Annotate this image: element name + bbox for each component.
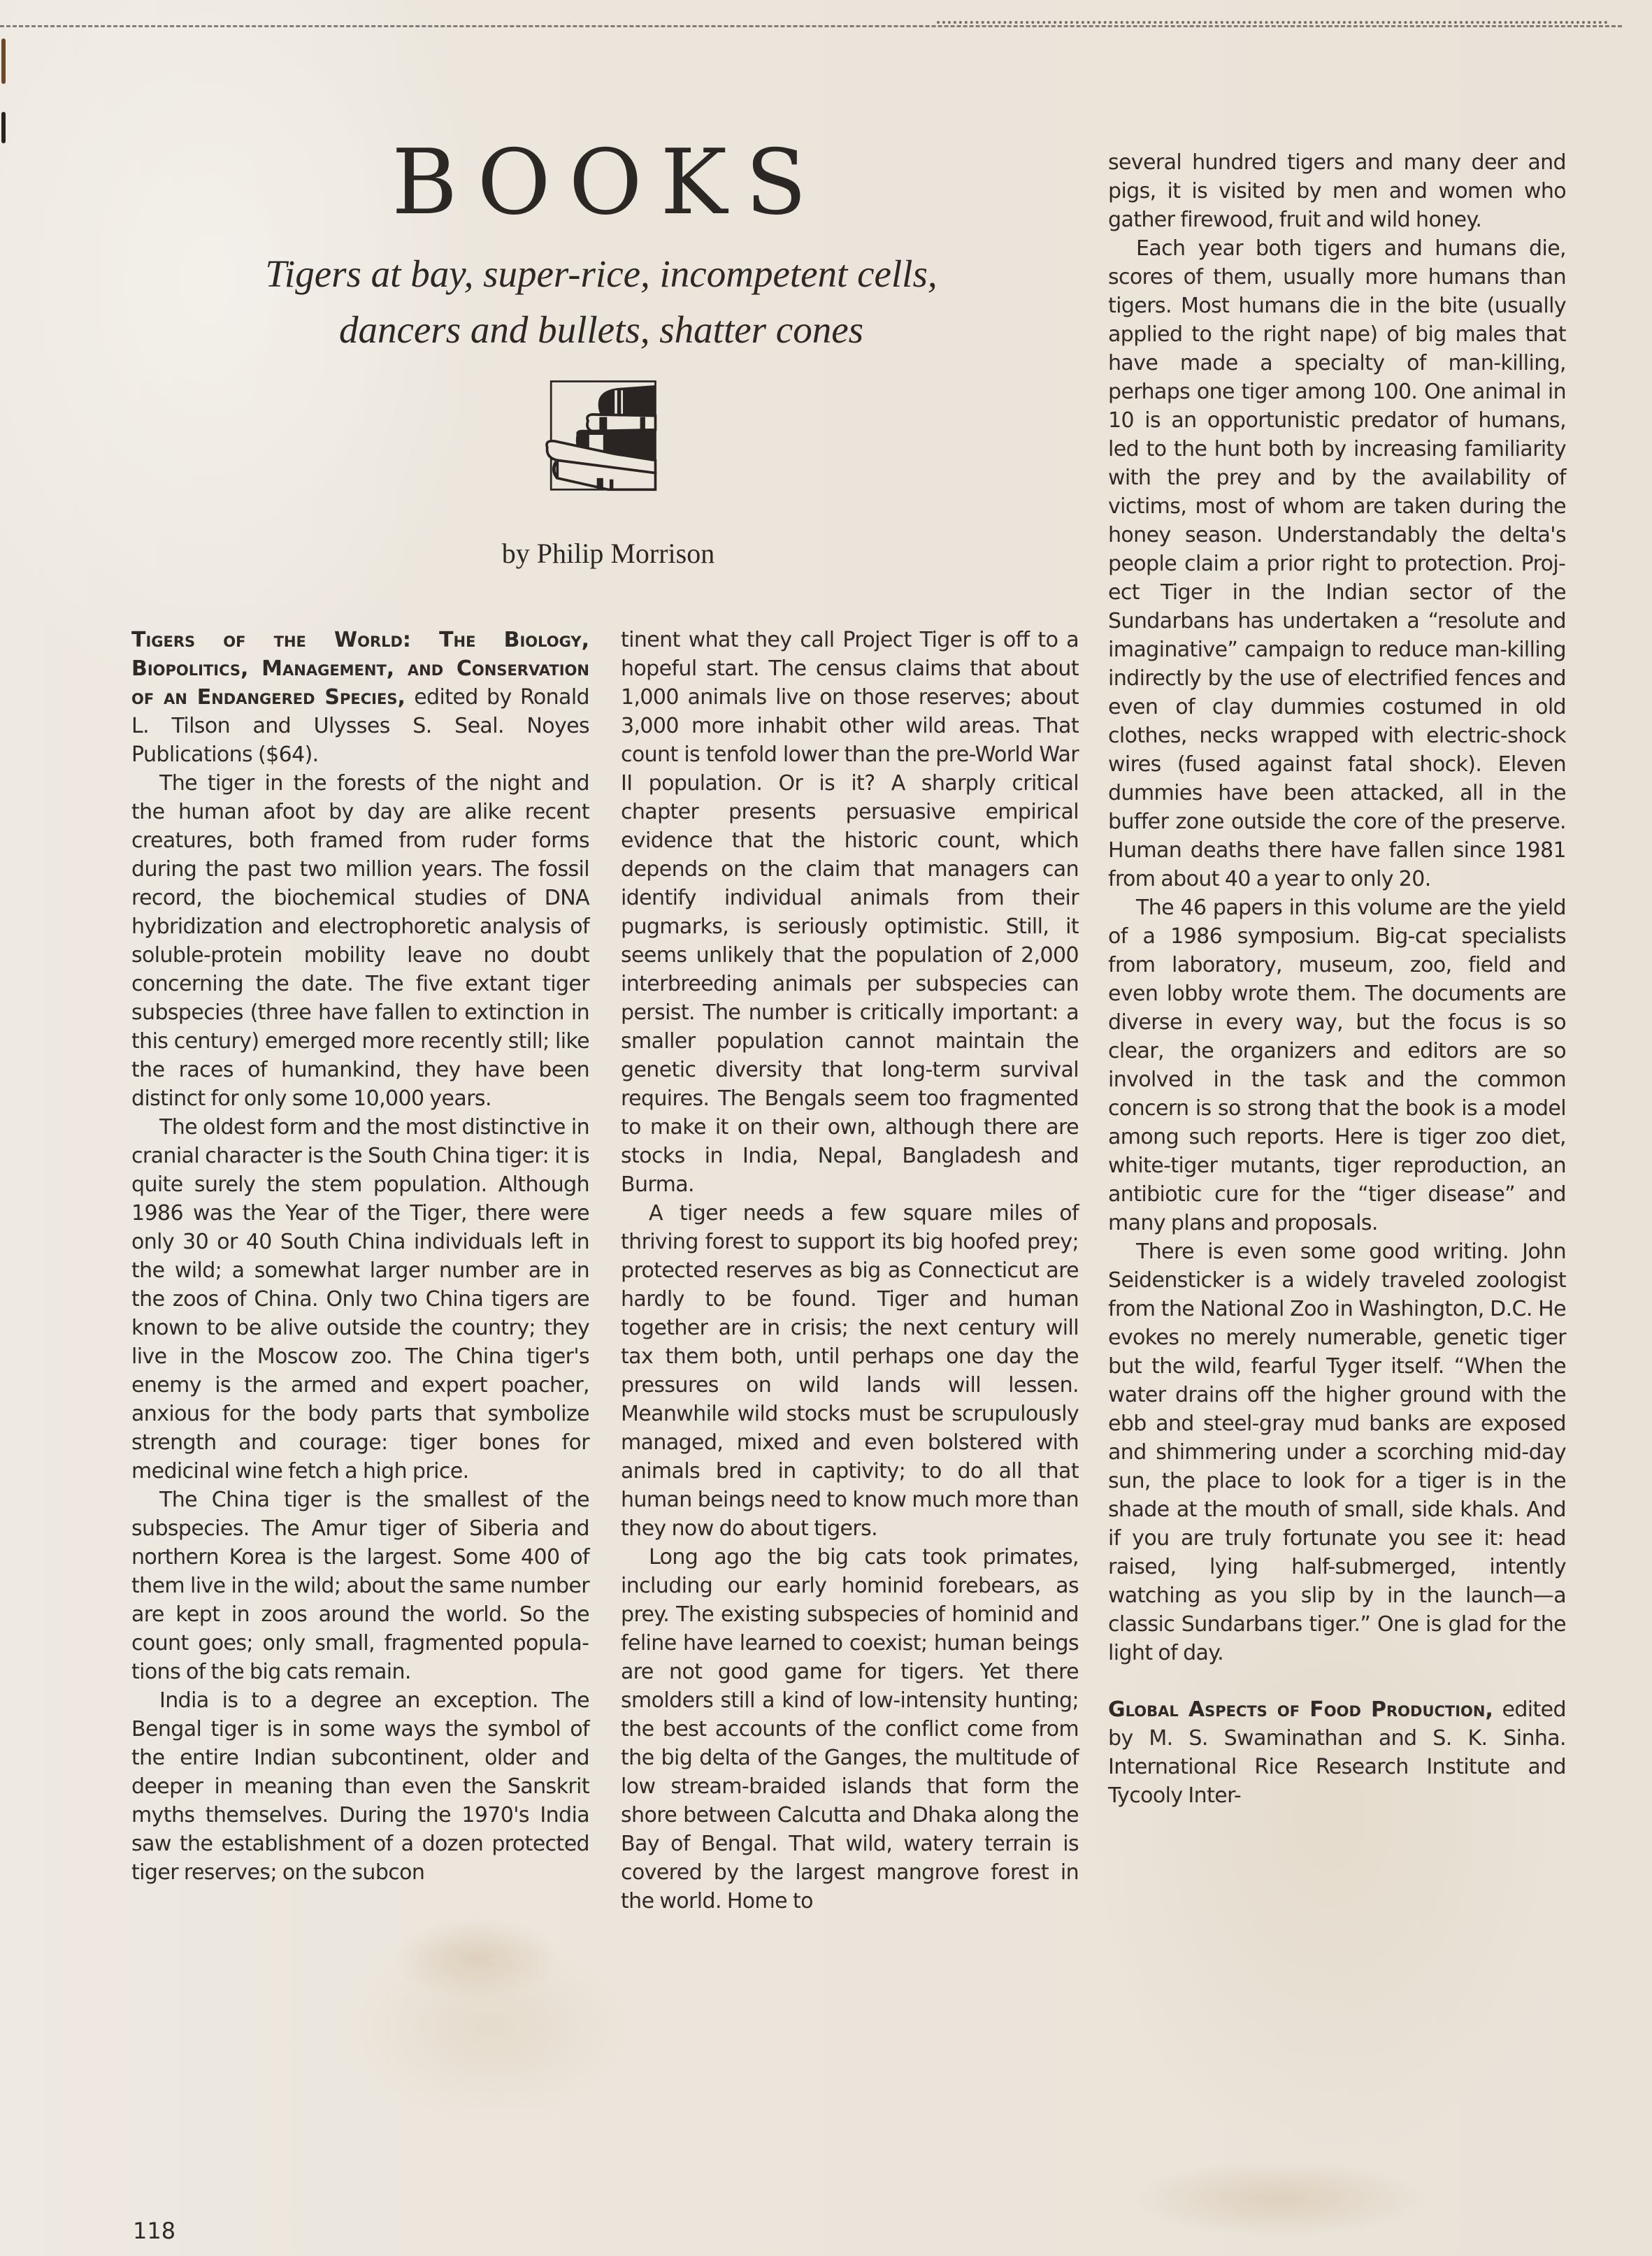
body-paragraph: Each year both tigers and humans die, scores of them, usually more humans than tigers. Most humans die in the bite (usually applied to the right nape) of big males that have made a specialty of man-killing, perhaps one tiger among 100. One animal in 10 is an opportunistic predator of humans, led to the hunt both by increasing familiarity with the prey and by the availability of victims, most of whom are taken during the honey season. Understandably the delta's people claim a prior right to protection. Project Tiger in the Indian sector of the Sundarbans has undertaken a “resolute and imaginative” campaign to reduce man-killing indirectly by the use of electrified fences and even of clay dummies costumed in old clothes, necks wrapped with electric-shock wires (fused against fatal shock). Eleven dummies have been attacked, all in the buffer zone outside the core of the preserve. Human deaths there have fallen since 1981 from about 40 a year to only 20. bbox=[1108, 236, 1566, 891]
body-paragraph: India is to a degree an exception. The Bengal tiger is in some ways the symbol of the entire Indian subcontinent, older and deeper in meaning than even the Sanskrit myths themselves. During the 1970's India saw the establishment of a dozen protected tiger reserves; on the subcon bbox=[131, 1688, 589, 1885]
paper-stain bbox=[1133, 2160, 1426, 2237]
section-title: BOOKS bbox=[392, 131, 825, 235]
body-paragraph: The oldest form and the most distinctive in cranial character is the South China tiger: it is quite surely the stem population. Although 1986 was the Year of the Tiger, there were only 30 or 40 South China individuals left in the wild; a somewhat larger number are in the zoos of China. Only two China tigers are known to be alive outside the country; they live in the Moscow zoo. The China tiger's enemy is the armed and expert poacher, anxious for the body parts that symbolize strength and courage: tiger bones for medicinal wine fetch a high price. bbox=[131, 1115, 589, 1483]
article-column-2 bbox=[621, 626, 1079, 1916]
binding-stain-mark bbox=[1, 38, 6, 84]
body-paragraph: The 46 papers in this volume are the yield of a 1986 symposium. Big-cat specialists from laboratory, museum, zoo, field and even lobby wrote them. The documents are diverse in every way, but the focus is so clear, the organizers and editors are so involved in the task and the common concern is so strong that the book is a model among such reports. Here is tiger zoo diet, white-tiger mutants, tiger reproduction, an antibiotic cure for the “tiger disease” and many plans and proposals. bbox=[1108, 896, 1566, 1235]
book-title: Tigers of the World: The Biology, Biopolitics, Management, and Conservation of an Endangered Species, bbox=[131, 628, 589, 710]
body-paragraph-continued: tinent what they call Project Tiger is off to a hopeful start. The census claims that about 1,000 animals live on those reserves; about 3,000 more inhabit other wild areas. That count is tenfold lower than the pre-World War II population. Or is it? A sharply critical chapter presents persuasive empirical evidence that the historic count, which depends on the claim that managers can identify individual animals from their pugmarks, is seriously optimistic. Still, it seems unlikely that the population of 2,000 interbreeding animals per subspecies can persist. The number is critically important: a smaller population cannot maintain the genetic diversity that long-term survival requires. The Bengals seem too fragmented to make it on their own, although there are stocks in India, Nepal, Bangladesh and Burma. bbox=[621, 628, 1079, 1197]
article-column-1 bbox=[131, 626, 589, 1887]
binding-hole-mark bbox=[1, 112, 6, 143]
top-edge-rule-right bbox=[937, 21, 1608, 24]
book-citation-details: edited by M. S. Swaminathan and S. K. Sinha. International Rice Research Institute and Tycooly Inter- bbox=[1108, 1697, 1566, 1808]
article-subtitle bbox=[119, 246, 1084, 358]
top-edge-rule bbox=[0, 25, 1622, 27]
stack-of-books-icon bbox=[538, 371, 666, 499]
book-citation bbox=[131, 626, 589, 769]
paper-stain bbox=[392, 1916, 559, 1999]
subtitle-line: dancers and bullets, shatter cones bbox=[338, 308, 864, 351]
section-divider bbox=[1108, 1667, 1566, 1695]
book-citation-details: edited by Ronald L. Tilson and Ulysses S. Seal. Noyes Publications ($64). bbox=[131, 685, 589, 767]
body-paragraph: The tiger in the forests of the night and the human afoot by day are alike recent creatures, both framed from ruder forms during the past two million years. The fossil record, the biochemical studies of DNA hybridization and electrophoretic analysis of soluble-protein mobility leave no doubt concerning the date. The five extant tiger subspecies (three have fallen to extinction in this century) emerged more recently still; like the races of humankind, they have been distinct for only some 10,000 years. bbox=[131, 771, 589, 1111]
subtitle-line: Tigers at bay, super-rice, incompetent cells, bbox=[265, 252, 938, 295]
body-paragraph: There is even some good writing. John Seidensticker is a widely traveled zoologist from the National Zoo in Washington, D.C. He evokes no merely numerable, genetic tiger but the wild, fearful Tyger itself. “When the water drains off the higher ground with the ebb and steel-gray mud banks are exposed and shimmering under a scorching mid-day sun, the place to look for a tiger is in the shade at the mouth of small, side khals. And if you are truly fortunate you see it: head raised, lying half-submerged, intently watching as you slip by in the launch—a classic Sundarbans tiger.” One is glad for the light of day. bbox=[1108, 1240, 1566, 1665]
body-paragraph-continued: several hundred tigers and many deer and pigs, it is visited by men and women who gather firewood, fruit and wild honey. bbox=[1108, 150, 1566, 232]
body-paragraph: Long ago the big cats took primates, including our early hominid forebears, as prey. The existing subspecies of hominid and feline have learned to coexist; human beings are not good game for tigers. Yet there smolders still a kind of low-intensity hunting; the best accounts of the conflict come from the big delta of the Ganges, the multitude of low stream-braided islands that form the shore between Calcutta and Dhaka along the Bay of Bengal. That wild, watery terrain is covered by the largest mangrove forest in the world. Home to bbox=[621, 1545, 1079, 1913]
article-column-3 bbox=[1108, 148, 1566, 1810]
book-citation bbox=[1108, 1695, 1566, 1810]
body-paragraph: A tiger needs a few square miles of thriving forest to support its big hoofed prey; protected reserves as big as Connecticut are hardly to be found. Tiger and human together are in crisis; the next century will tax them both, until perhaps one day the pressures on wild lands will lessen. Meanwhile wild stocks must be scrupulously managed, mixed and even bolstered with animals bred in captivity; to do all that human beings need to know much more than they now do about tigers. bbox=[621, 1201, 1079, 1541]
body-paragraph: The China tiger is the smallest of the subspecies. The Amur tiger of Siberia and northern Korea is the largest. Some 400 of them live in the wild; about the same number are kept in zoos around the world. So the count goes; only small, fragmented populations of the big cats remain. bbox=[131, 1488, 589, 1684]
book-title: Global Aspects of Food Production, bbox=[1108, 1697, 1493, 1722]
author-byline: by Philip Morrison bbox=[501, 538, 715, 569]
page-number: 118 bbox=[133, 2218, 176, 2244]
